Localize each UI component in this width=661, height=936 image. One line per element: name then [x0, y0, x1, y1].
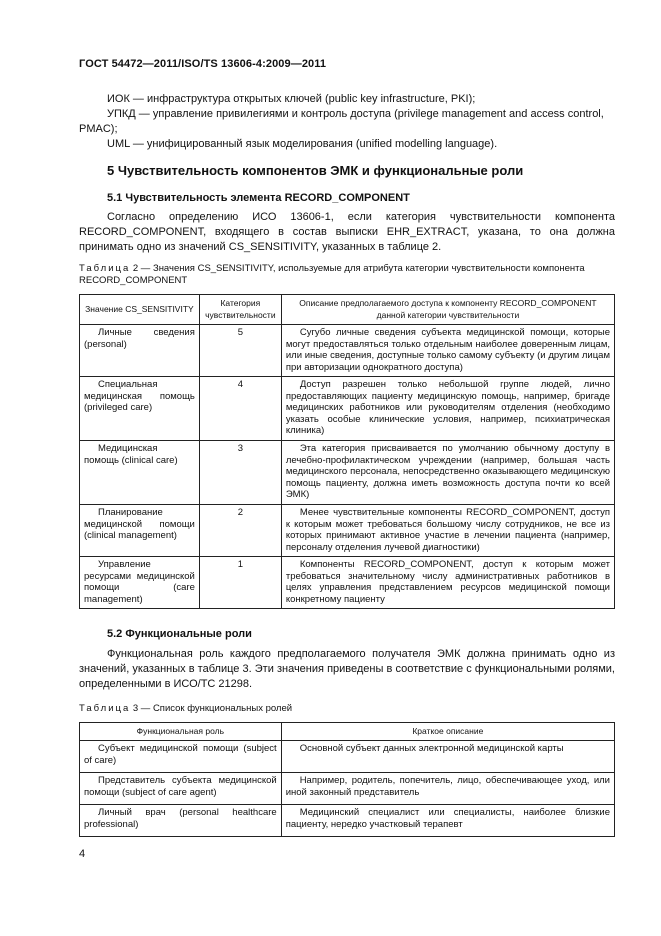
- table3-caption-text: 3 — Список функциональных ролей: [130, 703, 293, 714]
- table2-cell-description: Доступ разрешен только небольшой группе людей, лично предоставляющих пациенту медицинскую помощь, например, бригаде медицинских работников или руководителям отделения (необходимо указать особые клинические условия, например, психиатрическая клиника): [281, 377, 614, 441]
- abbr-uml: UML — унифицированный язык моделирования (unified modelling language).: [107, 138, 498, 150]
- table2-cell-value: Планирование медицинской помощи (clinical management): [80, 505, 200, 557]
- table2-header-row: [80, 295, 615, 325]
- page-number: 4: [79, 848, 86, 860]
- section-5-2-text: Функциональная роль каждого предполагаемого получателя ЭМК должна принимать одно из значений, указанных в таблице 3. Эти значения приведены в соответствие с функциональными ролями, определенными в ИСО/ТС 21298.: [79, 648, 615, 690]
- table3-cell-role: Представитель субъекта медицинской помощи (subject of care agent): [80, 773, 282, 805]
- table3-cell-description: Медицинский специалист или специалисты, наиболее близкие пациенту, нередко участковый терапевт: [281, 805, 614, 837]
- table2-cell-description: Менее чувствительные компоненты RECORD_COMPONENT, доступ к которым может требоваться большому числу сотрудников, не все из которых принимают активное участие в лечении пациента (например, персоналу отделения лучевой диагностики): [281, 505, 614, 557]
- table2-cell-description: Сугубо личные сведения субъекта медицинской помощи, которые могут предоставляться только отдельным наиболее доверенным лицам, или иные сведения, доступные только самому субъекту (и другим лицам при авторизации однократного доступа): [281, 325, 614, 377]
- table2-cell-category: 4: [199, 377, 281, 441]
- table2-cell-value: Медицинская помощь (clinical care): [80, 441, 200, 505]
- table3-cell-description: Например, родитель, попечитель, лицо, обеспечивающее уход, или иной законный представитель: [281, 773, 614, 805]
- table-row: [80, 441, 615, 505]
- table2-cell-value: Управление ресурсами медицинской помощи (care management): [80, 557, 200, 609]
- table2-cell-description: Эта категория присваивается по умолчанию обычному доступу в лечебно-профилактическом учреждении (например, большая часть медицинского персонала, непосредственно оказывающего медицинскую помощь пациенту, должна иметь возможность доступа почти ко всей ЭМК): [281, 441, 614, 505]
- table2-header-value: Значение CS_SENSITIVITY: [80, 295, 200, 325]
- table2-caption-label: Таблица: [79, 263, 131, 274]
- table2-cell-value: Специальная медицинская помощь (privileged care): [80, 377, 200, 441]
- table-row: [80, 805, 615, 837]
- table3-cell-role: Личный врач (personal healthcare professional): [80, 805, 282, 837]
- table-row: [80, 325, 615, 377]
- table-row: [80, 557, 615, 609]
- abbr-pmac-cont: PMAC);: [79, 123, 118, 135]
- table2-caption: [79, 263, 615, 287]
- abbreviations-list: [79, 92, 615, 152]
- table2-cell-category: 3: [199, 441, 281, 505]
- table2-cell-value: Личные сведения (personal): [80, 325, 200, 377]
- table2-caption-text: 2 — Значения CS_SENSITIVITY, используемые для атрибута категории чувствительности компонента RECORD_COMPONENT: [79, 263, 585, 286]
- table2-header-category: Категория чувствительности: [199, 295, 281, 325]
- table3-cell-role: Субъект медицинской помощи (subject of care): [80, 741, 282, 773]
- section-5-2-title: 5.2 Функциональные роли: [107, 628, 252, 640]
- table2-header-description: Описание предполагаемого доступа к компоненту RECORD_COMPONENT данной категории чувствительности: [281, 295, 614, 325]
- table2-cell-description: Компоненты RECORD_COMPONENT, доступ к которым может требоваться значительному числу административных работников в целях управления представлением ресурсов медицинской помощи конкретному пациенту: [281, 557, 614, 609]
- abbr-pki: ИОК — инфраструктура открытых ключей (public key infrastructure, PKI);: [107, 93, 476, 105]
- table2-cell-category: 5: [199, 325, 281, 377]
- table-row: [80, 377, 615, 441]
- section-5-title: 5 Чувствительность компонентов ЭМК и функциональные роли: [107, 163, 524, 178]
- table-row: [80, 505, 615, 557]
- table2: [79, 294, 615, 609]
- table3-cell-description: Основной субъект данных электронной медицинской карты: [281, 741, 614, 773]
- section-5-1-text: Согласно определению ИСО 13606-1, если категория чувствительности компонента RECORD_COMPONENT, входящего в состав выписки EHR_EXTRACT, указана, то она должна принимать одно из значений CS_SENSITIVITY, указанных в таблице 2.: [79, 211, 615, 253]
- table3: [79, 722, 615, 837]
- table3-caption-label: Таблица: [79, 703, 131, 714]
- section-5-1-title: 5.1 Чувствительность элемента RECORD_COMPONENT: [107, 192, 410, 204]
- table2-cell-category: 2: [199, 505, 281, 557]
- table2-cell-category: 1: [199, 557, 281, 609]
- table3-header-role: Функциональная роль: [80, 723, 282, 741]
- table-row: [80, 773, 615, 805]
- table3-header-description: Краткое описание: [281, 723, 614, 741]
- table3-caption: [79, 703, 615, 715]
- abbr-pmac: УПКД — управление привилегиями и контроль доступа (privilege management and access control,: [107, 108, 604, 120]
- table-row: [80, 741, 615, 773]
- table3-header-row: [80, 723, 615, 741]
- page-header: ГОСТ 54472—2011/ISO/TS 13606-4:2009—2011: [79, 58, 327, 70]
